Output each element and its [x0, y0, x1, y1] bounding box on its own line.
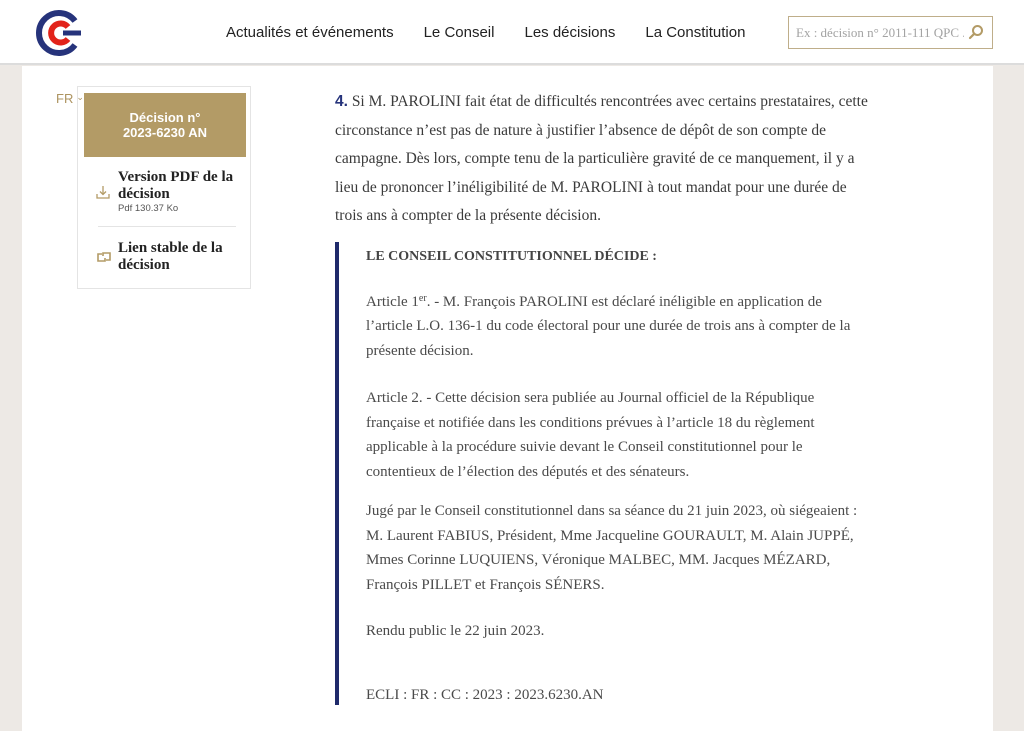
- judged-by: Jugé par le Conseil constitutionnel dans sa séance du 21 juin 2023, où siégeaient : M. Laurent FABIUS, Président, Mme Jacqueline GOURAULT, M. Alain JUPPÉ, Mmes Corinne LUQUIENS, Véronique MALBEC, MM. Jacques MÉZARD, François PILLET et François SÉNERS.: [366, 503, 858, 593]
- stable-link[interactable]: [96, 240, 238, 274]
- pdf-version-link[interactable]: [96, 169, 238, 215]
- decision-label: Décision n°: [129, 110, 201, 125]
- article-1-sup: er: [418, 292, 427, 304]
- decision-content: [335, 88, 875, 231]
- search-icon[interactable]: [968, 24, 984, 40]
- language-selector[interactable]: [56, 91, 84, 106]
- page-body: [22, 66, 993, 731]
- search-box: [788, 16, 993, 49]
- stable-link-label: Lien stable de la décision: [118, 240, 223, 273]
- language-label: FR: [56, 91, 74, 106]
- article-1-text: . - M. François PAROLINI est déclaré inéligible en application de l’article L.O. 136-1 du code électoral pour une durée de trois ans à compter de la présente décision.: [366, 293, 851, 359]
- link-icon: [96, 240, 112, 274]
- pdf-file-size: Pdf 130.37 Ko: [118, 203, 179, 214]
- article-1-prefix: Article 1: [366, 293, 419, 310]
- decision-block: [335, 242, 865, 705]
- paragraph-4: [335, 88, 875, 231]
- paragraph-number: 4.: [335, 93, 348, 110]
- decision-number: 2023-6230 AN: [122, 125, 208, 140]
- ecli-identifier: ECLI : FR : CC : 2023 : 2023.6230.AN: [366, 686, 604, 703]
- article-1: [366, 290, 865, 364]
- decision-number-badge: [84, 93, 246, 157]
- main-nav: [226, 0, 775, 65]
- nav-item-actualites[interactable]: Actualités et événements: [226, 24, 394, 41]
- search-input[interactable]: [789, 25, 964, 41]
- nav-item-la-constitution[interactable]: La Constitution: [645, 24, 746, 41]
- paragraph-4-text: Si M. PAROLINI fait état de difficultés rencontrées avec certains prestataires, cette circonstance n’est pas de nature à justifier l’absence de dépôt de son compte de campagne. Dès lors, compte tenu de la particulière gravité de ce manquement, il y a lieu de prononcer l’inéligibilité de M. PAROLINI à tout mandat pour une durée de trois ans à compter de la présente décision.: [335, 93, 868, 224]
- pdf-link-label: Version PDF de la décision: [118, 169, 234, 202]
- article-2: Article 2. - Cette décision sera publiée au Journal officiel de la République française et notifiée dans les conditions prévues à l’article 18 du règlement applicable à la procédure suivie devant le Conseil constitutionnel pour le contentieux de l’élection des députés et des sénateurs.: [366, 390, 815, 480]
- site-header: [0, 0, 1024, 65]
- decision-sidebar-card: [77, 86, 251, 289]
- decision-title: LE CONSEIL CONSTITUTIONNEL DÉCIDE :: [366, 249, 657, 264]
- nav-item-les-decisions[interactable]: Les décisions: [524, 24, 616, 41]
- chevron-down-icon: ⌄: [76, 92, 84, 102]
- conseil-logo-icon[interactable]: [35, 9, 83, 57]
- nav-item-le-conseil[interactable]: Le Conseil: [423, 24, 495, 41]
- sidebar-divider: [98, 226, 236, 227]
- download-icon: [96, 169, 112, 215]
- published-date: Rendu public le 22 juin 2023.: [366, 623, 545, 639]
